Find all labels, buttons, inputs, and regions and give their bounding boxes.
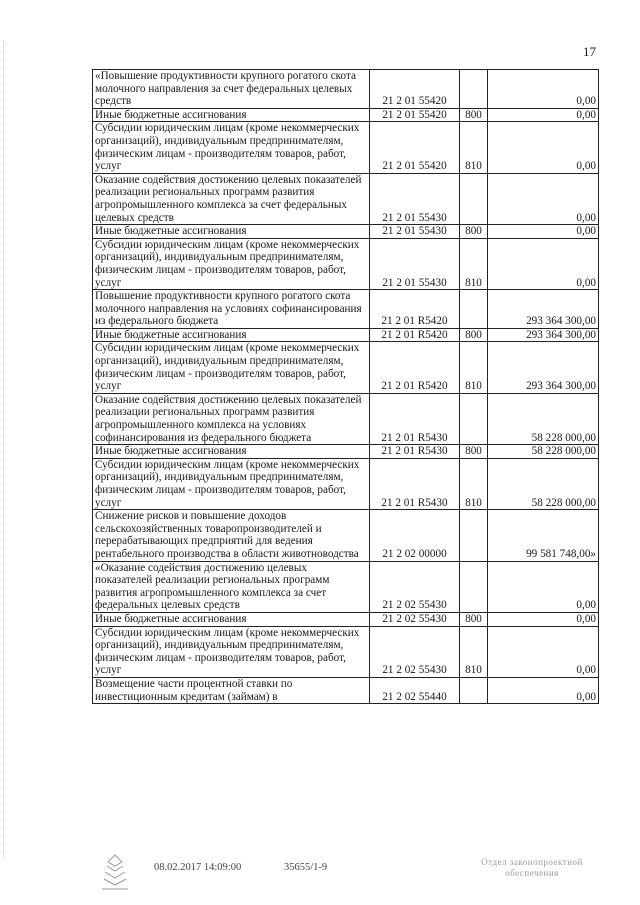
row-name: «Оказание содействия достижению целевых показателей реализации региональных программ развития агропромышленного комплекса за счет федеральных целевых средств: [93, 561, 370, 612]
row-type: 810: [460, 342, 488, 393]
row-code: 21 2 02 55430: [370, 626, 460, 677]
row-amount: 0,00: [488, 225, 599, 239]
table-row: [93, 342, 599, 393]
table-row: [93, 173, 599, 224]
row-type: [460, 561, 488, 612]
row-code: 21 2 02 55430: [370, 612, 460, 626]
row-name: Субсидии юридическим лицам (кроме некоммерческих организаций), индивидуальным предпринимателям, физическим лицам - производителям товаров, работ, услуг: [93, 238, 370, 289]
row-amount: 99 581 748,00»: [488, 510, 599, 561]
row-code: 21 2 01 55430: [370, 173, 460, 224]
row-name: Иные бюджетные ассигнования: [93, 328, 370, 342]
row-amount: 0,00: [488, 108, 599, 122]
table-row: [93, 393, 599, 444]
row-amount: 293 364 300,00: [488, 290, 599, 329]
row-type: [460, 393, 488, 444]
row-name: Снижение рисков и повышение доходов сельскохозяйственных товаропроизводителей и перерабатывающих предприятий для ведения рентабельного производства в области животноводства: [93, 510, 370, 561]
footer-stamp: [452, 857, 612, 879]
table-row: [93, 70, 599, 109]
row-code: 21 2 01 55420: [370, 70, 460, 109]
row-name: Иные бюджетные ассигнования: [93, 225, 370, 239]
row-amount: 0,00: [488, 173, 599, 224]
row-amount: 0,00: [488, 626, 599, 677]
table-row: [93, 108, 599, 122]
emblem-icon: [98, 852, 132, 892]
table-row: [93, 122, 599, 173]
table-row: [93, 225, 599, 239]
budget-table-body: [93, 70, 599, 704]
row-type: [460, 70, 488, 109]
row-amount: 0,00: [488, 238, 599, 289]
budget-table: [92, 69, 599, 704]
table-row: [93, 328, 599, 342]
row-type: 800: [460, 445, 488, 459]
footer-doc-number: 35655/1-9: [284, 862, 328, 873]
row-amount: 293 364 300,00: [488, 328, 599, 342]
row-name: Субсидии юридическим лицам (кроме некоммерческих организаций), индивидуальным предпринимателям, физическим лицам - производителям товаров, работ, услуг: [93, 342, 370, 393]
table-row: [93, 445, 599, 459]
row-name: Оказание содействия достижению целевых показателей реализации региональных программ развития агропромышленного комплекса на условиях софинансирования из федерального бюджета: [93, 393, 370, 444]
row-amount: 293 364 300,00: [488, 342, 599, 393]
row-type: [460, 290, 488, 329]
row-type: 800: [460, 108, 488, 122]
row-name: «Повышение продуктивности крупного рогатого скота молочного направления за счет федеральных целевых средств: [93, 70, 370, 109]
row-type: [460, 510, 488, 561]
page-number: 17: [583, 44, 596, 59]
row-code: 21 2 01 R5430: [370, 445, 460, 459]
row-code: 21 2 01 R5420: [370, 342, 460, 393]
row-amount: 58 228 000,00: [488, 445, 599, 459]
row-name: Иные бюджетные ассигнования: [93, 612, 370, 626]
row-amount: 58 228 000,00: [488, 393, 599, 444]
row-type: 810: [460, 626, 488, 677]
table-row: [93, 238, 599, 289]
row-amount: 58 228 000,00: [488, 458, 599, 509]
row-code: 21 2 01 R5430: [370, 458, 460, 509]
row-code: 21 2 02 00000: [370, 510, 460, 561]
table-row: [93, 458, 599, 509]
table-row: [93, 561, 599, 612]
row-amount: 0,00: [488, 122, 599, 173]
row-type: 810: [460, 458, 488, 509]
row-type: [460, 677, 488, 703]
row-code: 21 2 01 R5420: [370, 328, 460, 342]
table-row: [93, 677, 599, 703]
row-code: 21 2 01 55430: [370, 238, 460, 289]
row-amount: 0,00: [488, 70, 599, 109]
row-code: 21 2 02 55430: [370, 561, 460, 612]
table-row: [93, 612, 599, 626]
row-name: Оказание содействия достижению целевых показателей реализации региональных программ развития агропромышленного комплекса за счет федеральных целевых средств: [93, 173, 370, 224]
row-code: 21 2 01 55420: [370, 108, 460, 122]
table-row: [93, 626, 599, 677]
row-type: 800: [460, 612, 488, 626]
row-type: 800: [460, 225, 488, 239]
footer-stamp-line: обеспечения: [505, 868, 559, 878]
scan-edge-marks: [3, 40, 7, 860]
row-name: Субсидии юридическим лицам (кроме некоммерческих организаций), индивидуальным предпринимателям, физическим лицам - производителям товаров, работ, услуг: [93, 458, 370, 509]
row-type: 810: [460, 122, 488, 173]
row-type: 800: [460, 328, 488, 342]
row-name: Иные бюджетные ассигнования: [93, 445, 370, 459]
table-row: [93, 290, 599, 329]
row-type: 810: [460, 238, 488, 289]
row-amount: 0,00: [488, 677, 599, 703]
row-name: Субсидии юридическим лицам (кроме некоммерческих организаций), индивидуальным предпринимателям, физическим лицам - производителям товаров, работ, услуг: [93, 122, 370, 173]
footer-stamp-line: Отдел законопроектной: [481, 857, 583, 867]
table-row: [93, 510, 599, 561]
row-code: 21 2 01 55420: [370, 122, 460, 173]
row-name: Повышение продуктивности крупного рогатого скота молочного направления на условиях софинансирования из федерального бюджета: [93, 290, 370, 329]
row-code: 21 2 01 55430: [370, 225, 460, 239]
row-name: Субсидии юридическим лицам (кроме некоммерческих организаций), индивидуальным предпринимателям, физическим лицам - производителям товаров, работ, услуг: [93, 626, 370, 677]
row-code: 21 2 02 55440: [370, 677, 460, 703]
row-name: Возмещение части процентной ставки по инвестиционным кредитам (займам) в: [93, 677, 370, 703]
row-code: 21 2 01 R5420: [370, 290, 460, 329]
row-type: [460, 173, 488, 224]
row-amount: 0,00: [488, 561, 599, 612]
row-code: 21 2 01 R5430: [370, 393, 460, 444]
footer-date: 08.02.2017 14:09:00: [154, 862, 242, 873]
row-name: Иные бюджетные ассигнования: [93, 108, 370, 122]
row-amount: 0,00: [488, 612, 599, 626]
